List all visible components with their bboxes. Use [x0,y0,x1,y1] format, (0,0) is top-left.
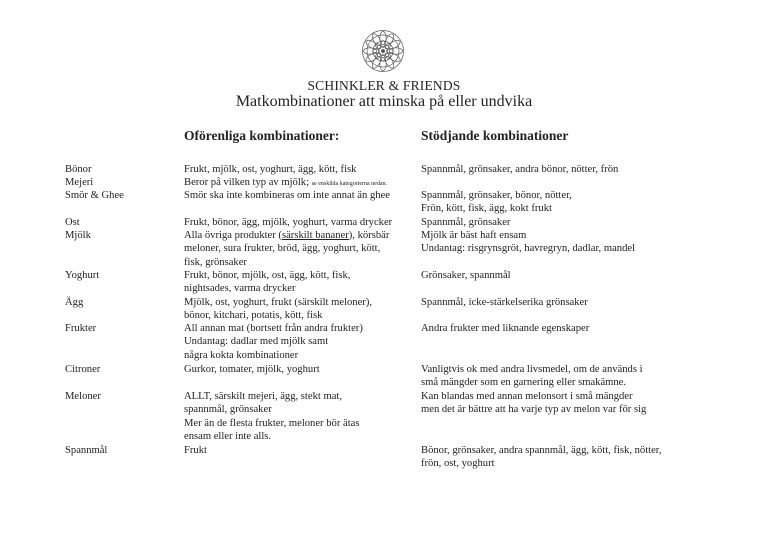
supportive-cell: Spannmål, icke-stärkelserika grönsaker [421,297,588,308]
supportive-cell: Spannmål, grönsaker [421,217,511,228]
column-heading-supportive: Stödjande kombinationer [421,128,569,143]
incompatible-cell: ALLT, särskilt mejeri, ägg, stekt mat, spannmål, grönsaker Mer än de flesta frukter, meloner bör ätas ensam eller inte alls. [184,391,360,442]
food-name: Smör & Ghee [65,190,124,201]
supportive-cell: Grönsaker, spannmål [421,270,511,281]
food-name: Ägg [65,297,84,308]
food-name: Yoghurt [65,270,100,281]
supportive-cell: Spannmål, grönsaker, andra bönor, nötter, frön [421,164,619,175]
incompatible-cell: Mjölk, ost, yoghurt, frukt (särskilt meloner), bönor, kitchari, potatis, kött, fisk [184,297,373,322]
brand-name: SCHINKLER & FRIENDS [307,78,461,93]
food-name: Citroner [65,364,101,375]
incompatible-cell: Alla övriga produkter (särskilt bananer), körsbär meloner, sura frukter, bröd, ägg, yoghurt, kött, fisk, grönsaker [184,230,390,268]
food-name: Spannmål [65,445,108,456]
incompatible-cell: Frukt [184,445,207,456]
food-name: Bönor [65,164,92,175]
supportive-cell: Andra frukter med liknande egenskaper [421,323,590,334]
incompatible-cell: Smör ska inte kombineras om inte annat än ghee [184,190,390,201]
supportive-cell: Spannmål, grönsaker, bönor, nötter, Frön, kött, fisk, ägg, kokt frukt [421,190,572,215]
incompatible-cell: Frukt, mjölk, ost, yoghurt, ägg, kött, fisk [184,164,357,175]
incompatible-cell: Gurkor, tomater, mjölk, yoghurt [184,364,320,375]
food-name: Frukter [65,323,97,334]
incompatible-cell: Frukt, bönor, mjölk, ost, ägg, kött, fisk, nightsades, varma drycker [184,270,351,295]
page-title: Matkombinationer att minska på eller undvika [235,93,533,110]
supportive-cell: Mjölk är bäst haft ensam Undantag: risgrynsgröt, havregryn, dadlar, mandel [421,230,636,255]
food-name: Ost [65,217,80,228]
footnote: se enskilda kategorierna nedan. [311,181,388,187]
food-name: Meloner [65,391,101,402]
supportive-cell: Kan blandas med annan melonsort i små mängder men det är bättre att ha varje typ av melon var för sig [421,391,647,416]
incompatible-cell: All annan mat (bortsett från andra frukter) Undantag: dadlar med mjölk samt några kokta kombinationer [184,323,363,361]
incompatible-cell: Beror på vilken typ av mjölk; se enskilda kategorierna nedan. [184,177,388,188]
food-name: Mjölk [65,230,91,241]
supportive-cell: Vanligtvis ok med andra livsmedel, om de används i små mängder som en garnering eller smakämne. [421,364,643,389]
incompatible-cell: Frukt, bönor, ägg, mjölk, yoghurt, varma drycker [184,217,393,228]
mandala-icon [361,29,405,73]
food-name: Mejeri [65,177,94,188]
column-heading-incompatible: Oförenliga kombinationer: [184,128,340,143]
supportive-cell: Bönor, grönsaker, andra spannmål, ägg, kött, fisk, nötter, frön, ost, yoghurt [421,445,662,470]
